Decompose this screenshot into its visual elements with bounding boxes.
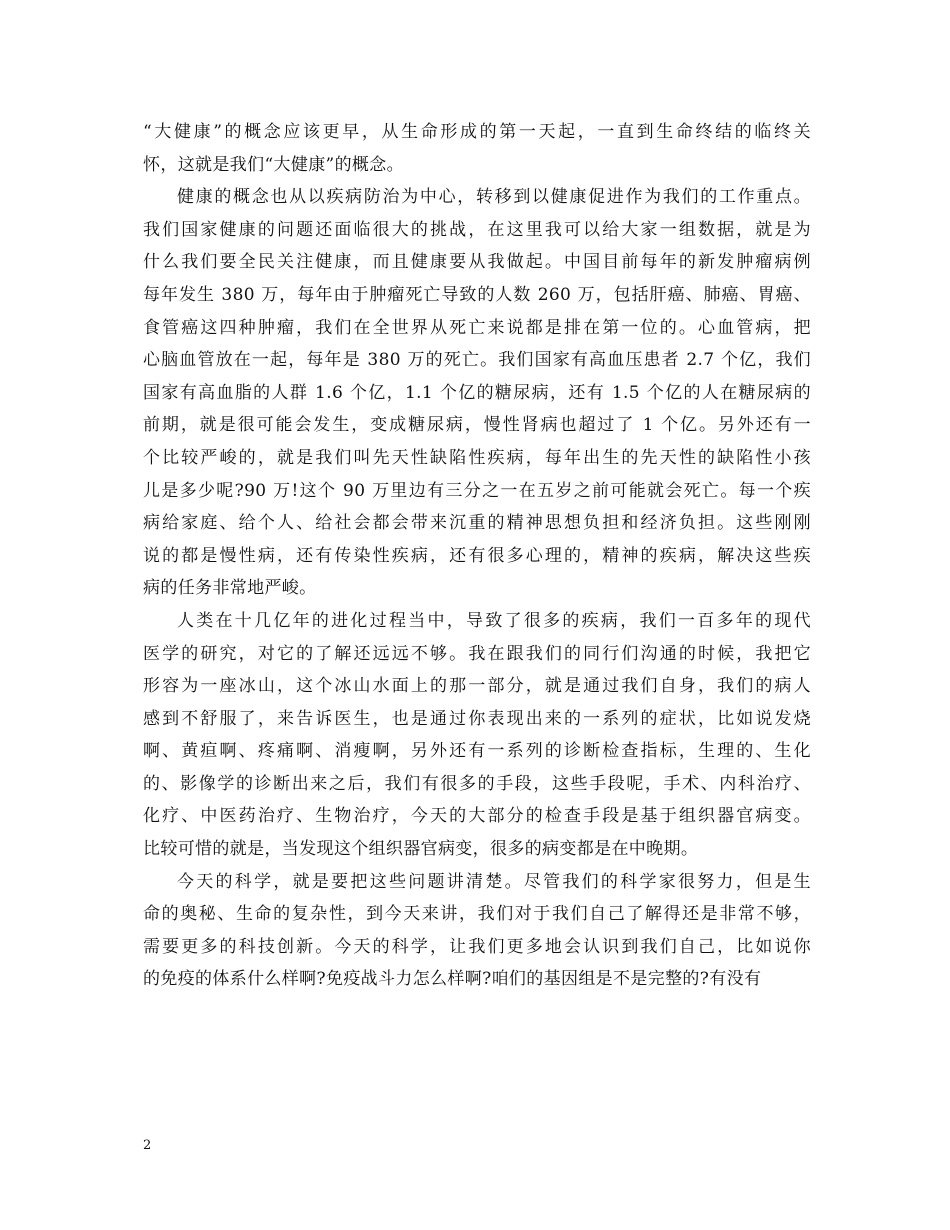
paragraph-3-line: 医学的研究，对它的了解还远远不够。我在跟我们的同行们沟通的时候，我把它 [143,643,811,664]
document-body [143,116,811,996]
paragraph-2-line: 心脑血管放在一起，每年是 380 万的死亡。我们国家有高血压患者 2.7 个亿，我们 [143,350,811,371]
paragraph-3-line: 人类在十几亿年的进化过程当中，导致了很多的疾病，我们一百多年的现代 [177,610,811,631]
paragraph-4-line: 需要更多的科技创新。今天的科学，让我们更多地会认识到我们自己，比如说你 [143,936,811,957]
page-number: 2 [143,1138,152,1153]
paragraph-2-line: 食管癌这四种肿瘤，我们在全世界从死亡来说都是排在第一位的。心血管病，把 [143,317,811,338]
paragraph-2-line: 病的任务非常地严峻。 [143,578,317,599]
paragraph-2-line: 说的都是慢性病，还有传染性疾病，还有很多心理的，精神的疾病，解决这些疾 [143,545,811,566]
paragraph-2-line: 前期，就是很可能会发生，变成糖尿病，慢性肾病也超过了 1 个亿。另外还有一 [143,415,811,436]
paragraph-3-line: 化疗、中医药治疗、生物治疗，今天的大部分的检查手段是基于组织器官病变。 [143,806,811,827]
paragraph-3-line: 啊、黄疸啊、疼痛啊、消瘦啊，另外还有一系列的诊断检查指标，生理的、生化 [143,741,811,762]
paragraph-2-line: 儿是多少呢?90 万!这个 90 万里边有三分之一在五岁之前可能就会死亡。每一个疾 [143,480,811,501]
paragraph-2-line: 什么我们要全民关注健康，而且健康要从我做起。中国目前每年的新发肿瘤病例 [143,252,811,273]
paragraph-2-line: 健康的概念也从以疾病防治为中心，转移到以健康促进作为我们的工作重点。 [177,187,811,208]
paragraph-3-line: 感到不舒服了，来告诉医生，也是通过你表现出来的一系列的症状，比如说发烧 [143,708,811,729]
paragraph-1-line: “大健康”的概念应该更早，从生命形成的第一天起，一直到生命终结的临终关 [143,122,811,142]
paragraph-4-line: 的免疫的体系什么样啊?免疫战斗力怎么样啊?咱们的基因组是不是完整的?有没有 [143,969,762,990]
paragraph-4-line: 命的奥秘、生命的复杂性，到今天来讲，我们对于我们自己了解得还是非常不够， [143,904,811,925]
paragraph-3-line: 比较可惜的就是，当发现这个组织器官病变，很多的病变都是在中晚期。 [143,839,699,860]
paragraph-2-line: 我们国家健康的问题还面临很大的挑战，在这里我可以给大家一组数据，就是为 [143,219,811,240]
paragraph-2-line: 个比较严峻的，就是我们叫先天性缺陷性疾病，每年出生的先天性的缺陷性小孩 [143,447,811,468]
paragraph-2-line: 每年发生 380 万，每年由于肿瘤死亡导致的人数 260 万，包括肝癌、肺癌、胃癌、 [143,284,811,305]
paragraph-2-line: 病给家庭、给个人、给社会都会带来沉重的精神思想负担和经济负担。这些刚刚 [143,513,811,534]
paragraph-3-line: 形容为一座冰山，这个冰山水面上的那一部分，就是通过我们自身，我们的病人 [143,676,811,697]
paragraph-3-line: 的、影像学的诊断出来之后，我们有很多的手段，这些手段呢，手术、内科治疗、 [143,773,811,794]
paragraph-4-line: 今天的科学，就是要把这些问题讲清楚。尽管我们的科学家很努力，但是生 [177,871,811,892]
paragraph-2-line: 国家有高血脂的人群 1.6 个亿，1.1 个亿的糖尿病，还有 1.5 个亿的人在糖尿病的 [143,382,811,403]
paragraph-1-line: 怀，这就是我们“大健康”的概念。 [143,154,404,175]
